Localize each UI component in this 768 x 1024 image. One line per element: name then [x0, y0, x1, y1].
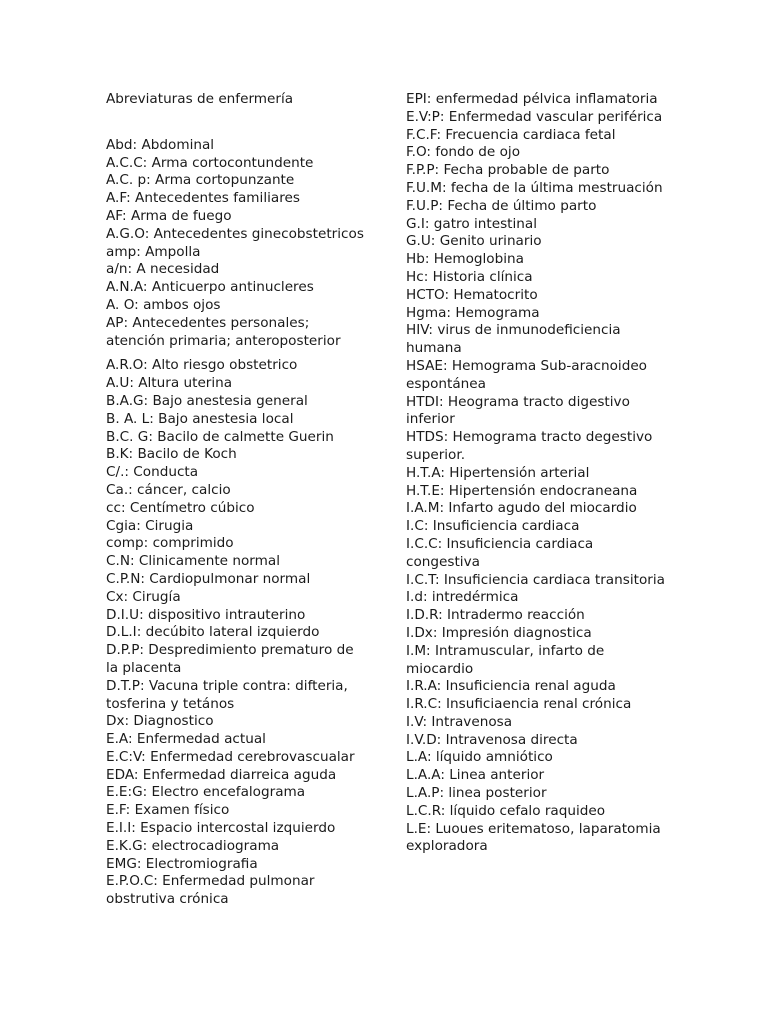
- abbreviation-entry: B. A. L: Bajo anestesia local: [106, 410, 294, 427]
- abbreviation-entry: L.A: líquido amniótico: [406, 749, 553, 766]
- abbreviation-entry: A.G.O: Antecedentes ginecobstetricos: [106, 225, 364, 242]
- abbreviation-entry: I.C.C: Insuficiencia cardiaca congestiva: [406, 535, 594, 570]
- abbreviation-entry: I.C: Insuficiencia cardiaca: [406, 518, 580, 535]
- abbreviation-entry: I.R.A: Insuficiencia renal aguda: [406, 678, 616, 695]
- abbreviation-entry: B.C. G: Bacilo de calmette Guerin: [106, 428, 334, 445]
- document-title: Abreviaturas de enfermería: [106, 91, 294, 107]
- abbreviation-entry: A.U: Altura uterina: [106, 375, 233, 392]
- abbreviation-entry: Ca.: cáncer, calcio: [106, 481, 231, 498]
- abbreviation-entry: HIV: virus de inmunodeficiencia humana: [406, 322, 621, 357]
- left-column: [106, 91, 368, 909]
- abbreviation-entry: F.O: fondo de ojo: [406, 144, 521, 161]
- abbreviation-entry: G.I: gatro intestinal: [406, 215, 537, 232]
- abbreviation-entry: I.d: intredérmica: [406, 589, 519, 606]
- abbreviation-entry: HSAE: Hemograma Sub-aracnoideo espontánea: [406, 357, 647, 392]
- abbreviation-entry: D.L.I: decúbito lateral izquierdo: [106, 624, 320, 641]
- abbreviation-entry: a/n: A necesidad: [106, 261, 220, 278]
- abbreviation-entry: EDA: Enfermedad diarreica aguda: [106, 766, 337, 783]
- abbreviation-entry: Dx: Diagnostico: [106, 713, 214, 730]
- abbreviation-entry: Hc: Historia clínica: [406, 268, 533, 285]
- abbreviation-entry: comp: comprimido: [106, 535, 234, 552]
- abbreviation-entry: H.T.A: Hipertensión arterial: [406, 464, 590, 481]
- abbreviation-entry: F.U.P: Fecha de último parto: [406, 197, 597, 214]
- abbreviation-entry: I.A.M: Infarto agudo del miocardio: [406, 500, 637, 517]
- abbreviation-entry: A.R.O: Alto riesgo obstetrico: [106, 357, 298, 374]
- abbreviation-entry: E.A: Enfermedad actual: [106, 731, 266, 748]
- abbreviation-entry: D.P.P: Despredimiento prematuro de la placenta: [106, 642, 354, 676]
- abbreviation-entry: A.C.C: Arma cortocontundente: [106, 154, 314, 171]
- abbreviation-entry: G.U: Genito urinario: [406, 233, 542, 250]
- abbreviation-entry: E.P.O.C: Enfermedad pulmonar obstrutiva crónica: [106, 873, 315, 908]
- abbreviation-entry: L.A.A: Linea anterior: [406, 767, 545, 784]
- abbreviation-entry: EPI: enfermedad pélvica inflamatoria: [406, 91, 658, 107]
- abbreviation-entry: C/.: Conducta: [106, 464, 199, 481]
- abbreviation-entry: E.C:V: Enfermedad cerebrovascualar: [106, 748, 355, 765]
- abbreviation-entry: A.F: Antecedentes familiares: [106, 190, 300, 207]
- abbreviation-entry: Cx: Cirugía: [106, 588, 181, 605]
- abbreviation-entry: I.V: Intravenosa: [406, 713, 513, 730]
- abbreviation-entry: I.M: Intramuscular, infarto de miocardio: [406, 642, 605, 677]
- title-spacer: [106, 109, 368, 137]
- abbreviation-entry: C.P.N: Cardiopulmonar normal: [106, 570, 311, 587]
- abbreviation-entry: A.C. p: Arma cortopunzante: [106, 172, 295, 189]
- abbreviation-entry: E.F: Examen físico: [106, 802, 230, 819]
- abbreviation-entry: E.V:P: Enfermedad vascular periférica: [406, 108, 663, 125]
- abbreviation-entry: L.C.R: líquido cefalo raquideo: [406, 802, 606, 819]
- abbreviation-entry: cc: Centímetro cúbico: [106, 499, 255, 516]
- abbreviation-entry: E.E:G: Electro encefalograma: [106, 784, 306, 801]
- abbreviation-entry: I.Dx: Impresión diagnostica: [406, 624, 592, 641]
- abbreviation-entry: AF: Arma de fuego: [106, 207, 232, 224]
- abbreviation-entry: Cgia: Cirugia: [106, 517, 194, 534]
- abbreviation-entry: H.T.E: Hipertensión endocraneana: [406, 482, 638, 499]
- abbreviation-entry: B.K: Bacilo de Koch: [106, 446, 237, 463]
- abbreviation-entry: I.R.C: Insuficiaencia renal crónica: [406, 696, 632, 713]
- abbreviation-entry: L.A.P: linea posterior: [406, 785, 547, 802]
- abbreviation-entry: Hb: Hemoglobina: [406, 251, 524, 268]
- abbreviation-entry: I.D.R: Intradermo reacción: [406, 607, 585, 624]
- abbreviation-entry: L.E: Luoues eritematoso, laparatomia exploradora: [406, 820, 661, 855]
- abbreviation-entry: A.N.A: Anticuerpo antinucleres: [106, 279, 314, 296]
- abbreviation-entry: HTDS: Hemograma tracto degestivo superior.: [406, 429, 653, 463]
- abbreviation-entry: F.U.M: fecha de la última mestruación: [406, 179, 663, 196]
- abbreviation-entry: EMG: Electromiografia: [106, 855, 258, 872]
- abbreviation-entry: F.C.F: Frecuencia cardiaca fetal: [406, 126, 616, 143]
- abbreviation-entry: Hgma: Hemograma: [406, 304, 540, 321]
- abbreviation-entry: B.A.G: Bajo anestesia general: [106, 392, 308, 409]
- abbreviation-entry: I.C.T: Insuficiencia cardiaca transitoria: [406, 571, 665, 588]
- abbreviation-entry: A. O: ambos ojos: [106, 296, 221, 313]
- abbreviation-entry: I.V.D: Intravenosa directa: [406, 731, 578, 748]
- abbreviation-entry: Abd: Abdominal: [106, 136, 215, 153]
- abbreviation-entry: E.K.G: electrocadiograma: [106, 837, 280, 854]
- abbreviation-entry: D.I.U: dispositivo intrauterino: [106, 606, 306, 623]
- abbreviation-entry: E.I.I: Espacio intercostal izquierdo: [106, 820, 336, 837]
- abbreviation-entry: C.N: Clinicamente normal: [106, 553, 280, 570]
- abbreviation-entry: HCTO: Hematocrito: [406, 286, 538, 303]
- abbreviation-entry: AP: Antecedentes personales; atención primaria; anteroposterior: [106, 314, 341, 349]
- abbreviation-entry: D.T.P: Vacuna triple contra: difteria, tosferina y tetános: [106, 677, 348, 712]
- right-column: [406, 91, 668, 856]
- abbreviation-entry: amp: Ampolla: [106, 243, 201, 260]
- abbreviation-entry: F.P.P: Fecha probable de parto: [406, 162, 610, 179]
- abbreviation-entry: HTDI: Heograma tracto digestivo inferior: [406, 393, 630, 428]
